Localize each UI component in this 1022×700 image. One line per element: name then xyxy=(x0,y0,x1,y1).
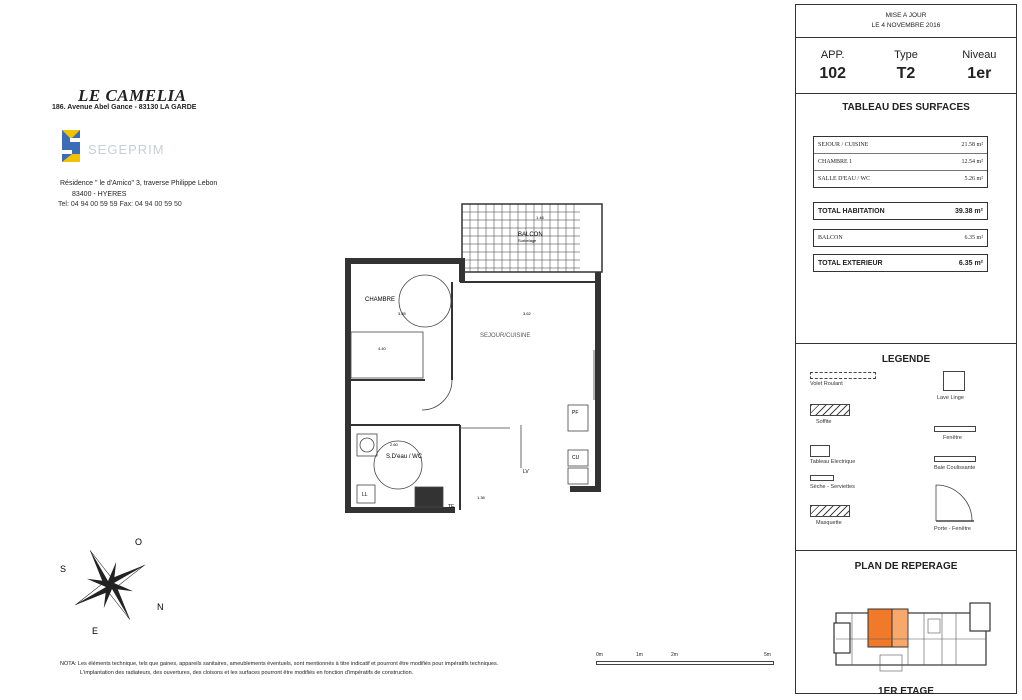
room-area: 21.58 m² xyxy=(961,142,983,148)
divider xyxy=(796,93,1016,94)
room-area: 12.54 m² xyxy=(961,159,983,165)
scale-label-1: 1m xyxy=(636,652,643,658)
total-exterieur-value: 6.35 m² xyxy=(958,259,983,267)
dim-4: 1.36 xyxy=(477,495,485,500)
legend-fenetre: Fenêtre xyxy=(943,435,962,441)
room-name: SEJOUR / CUISINE xyxy=(818,142,869,148)
dim-6: 1.46 xyxy=(536,215,544,220)
legend-tableau-electrique: Tableau Electrique xyxy=(810,459,856,465)
masquette-icon xyxy=(810,505,850,517)
balcon-value: 6.35 m² xyxy=(964,235,983,241)
update-line-1: MISE A JOUR xyxy=(885,12,927,19)
scale-label-0: 0m xyxy=(596,652,603,658)
legend-title: LEGENDE xyxy=(881,354,931,365)
room-area: 5.26 m² xyxy=(964,176,983,182)
divider xyxy=(796,37,1016,38)
agency-phone: Tel: 04 94 00 59 59 Fax: 04 94 00 59 50 xyxy=(58,201,182,208)
repere-title: PLAN DE REPERAGE xyxy=(854,561,958,572)
compass-n: N xyxy=(157,602,164,612)
compass-o: O xyxy=(135,537,143,547)
niveau-value: 1er xyxy=(967,65,992,82)
surfaces-title: TABLEAU DES SURFACES xyxy=(842,102,970,113)
apartment-highlight xyxy=(868,609,892,647)
total-exterieur-row xyxy=(814,255,987,271)
room-name: CHAMBRE 1 xyxy=(818,159,853,165)
label-pf: PF xyxy=(572,410,579,416)
compass-rose xyxy=(45,530,175,640)
total-habitation-row xyxy=(814,203,987,219)
legend-lave-linge: Lave Linge xyxy=(937,395,964,401)
room-row xyxy=(814,171,987,187)
compass-e: E xyxy=(92,626,99,636)
label-chambre: CHAMBRE xyxy=(365,297,396,303)
balcon-label: BALCON xyxy=(818,235,843,241)
label-sejour: SEJOUR/CUISINE xyxy=(480,333,531,339)
balcon-row xyxy=(814,230,987,246)
label-cu: CU xyxy=(572,455,580,461)
seche-serviettes-icon xyxy=(810,475,834,481)
scale-label-3: 5m xyxy=(764,652,771,658)
note xyxy=(60,660,560,678)
app-label: APP. xyxy=(820,49,845,61)
scale-label-2: 2m xyxy=(671,652,678,658)
col-type xyxy=(869,49,942,83)
fenetre-icon xyxy=(934,426,976,432)
dim-2: 2.60 xyxy=(390,442,398,447)
floor-plan xyxy=(340,200,610,520)
dim-1: 3.55 xyxy=(398,311,406,316)
project-address: 186. Avenue Abel Gance - 83130 LA GARDE xyxy=(52,104,197,111)
type-label: Type xyxy=(894,49,918,61)
lave-linge-icon xyxy=(943,371,965,391)
soffite-icon xyxy=(810,404,850,416)
volet-roulant-icon xyxy=(810,372,876,379)
niveau-label: Niveau xyxy=(962,49,997,61)
type-value: T2 xyxy=(896,65,916,82)
info-panel xyxy=(795,4,1017,697)
segeprim-logo xyxy=(58,124,208,170)
agency-line-1: Résidence " le d'Amico" 3, traverse Philippe Lebon xyxy=(60,180,218,187)
balcon-box xyxy=(813,229,988,247)
agency-address xyxy=(60,178,217,200)
room-row xyxy=(814,154,987,171)
label-sdb: S.D'eau / WC xyxy=(386,454,423,460)
baie-coulissante-icon xyxy=(934,456,976,462)
logo-text: SEGEPRIM xyxy=(88,142,165,157)
tableau-electrique-icon xyxy=(810,445,830,457)
divider xyxy=(796,343,1016,344)
label-lv: LV xyxy=(523,469,529,475)
total-habitation-value: 39.38 m² xyxy=(954,207,983,215)
legend-porte-fenetre: Porte - Fenêtre xyxy=(934,526,971,532)
total-habitation-label: TOTAL HABITATION xyxy=(818,207,885,215)
label-ll: LL xyxy=(362,492,368,498)
apartment-info xyxy=(796,49,1016,83)
legend-soffite: Soffite xyxy=(816,419,832,425)
rooms-table xyxy=(813,136,988,188)
total-exterieur-box xyxy=(813,254,988,272)
project-title: LE CAMELIA xyxy=(78,86,187,105)
update-info xyxy=(796,11,1016,31)
note-line-2: L'implantation des radiateurs, des ouvertures, des cloisons et les surfaces pourront être modifiés en fonction d'impératifs de construction. xyxy=(80,670,414,676)
room-row xyxy=(814,137,987,154)
dim-5: 3.62 xyxy=(523,311,531,316)
legend-baie-coulissante: Baie Coulissante xyxy=(934,465,976,471)
location-plan xyxy=(832,593,992,681)
repere-floor: 1ER ETAGE xyxy=(878,686,934,697)
scale-bar xyxy=(596,652,776,668)
room-name: SALLE D'EAU / WC xyxy=(818,176,871,182)
app-value: 102 xyxy=(819,65,847,82)
compass-s: S xyxy=(60,564,67,574)
legend-seche-serviettes: Sèche - Serviettes xyxy=(810,484,855,490)
agency-line-2: 83400 - HYERES xyxy=(72,191,127,198)
total-habitation-box xyxy=(813,202,988,220)
label-balcon-sub: Surbelage xyxy=(518,238,537,243)
legend-volet-roulant: Volet Roulant xyxy=(810,381,843,387)
label-te: TE xyxy=(448,504,455,510)
scale-bar-graphic xyxy=(596,661,774,665)
total-exterieur-label: TOTAL EXTERIEUR xyxy=(818,259,883,267)
col-app xyxy=(796,49,869,83)
note-line-1: NOTA: Les éléments technique, tels que gaines, appareils sanitaires, ameublements éventuels, sont mentionnés à titre indicatif et pourront être modifiés pour impératifs techniques. xyxy=(60,661,499,667)
porte-fenetre-icon xyxy=(934,481,976,523)
dim-3: 4.40 xyxy=(378,346,386,351)
legend-masquette: Masquette xyxy=(816,520,842,526)
col-niveau xyxy=(943,49,1016,83)
label-balcon: BALCON xyxy=(518,232,543,238)
update-line-2: LE 4 NOVEMBRE 2016 xyxy=(871,22,941,29)
divider xyxy=(796,550,1016,551)
